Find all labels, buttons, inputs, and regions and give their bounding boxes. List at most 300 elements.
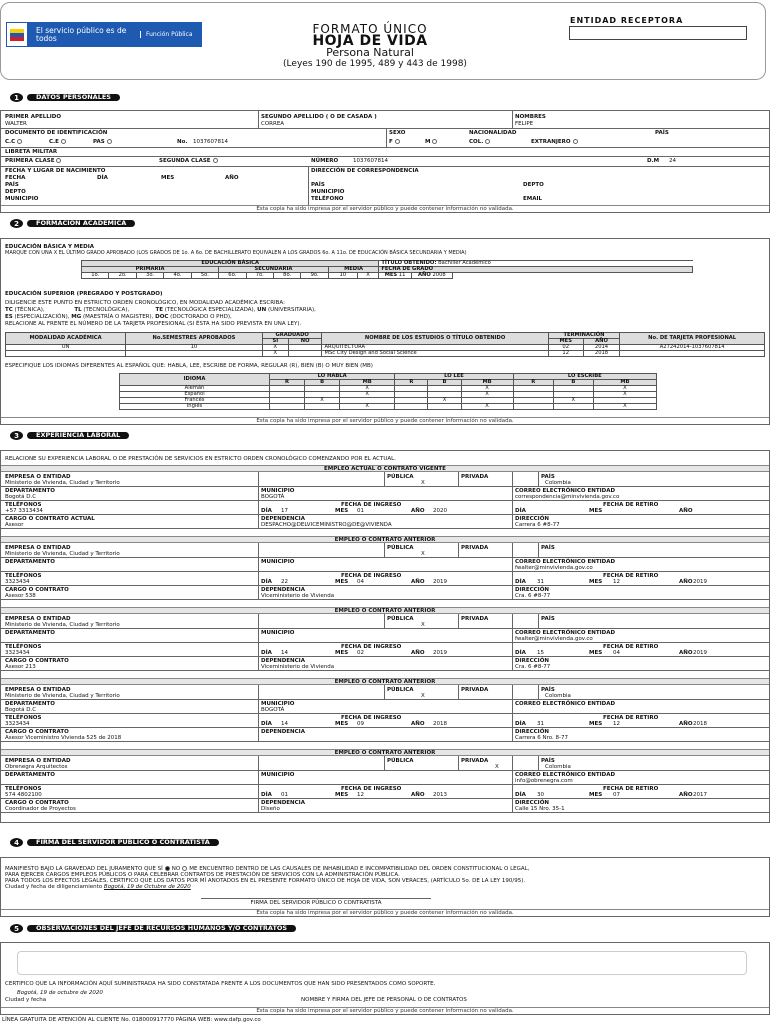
field-value[interactable]: Colombia	[545, 764, 571, 770]
f-radio[interactable]	[395, 139, 400, 144]
instruction: RELACIONE AL FRENTE EL NÚMERO DE LA TARJETA PROFESIONAL (SI ÉSTA HA SIDO PREVISTA EN UNA LEY).	[5, 321, 302, 327]
field-label: MUNICIPIO	[261, 701, 295, 707]
section-label: DATOS PERSONALES	[27, 94, 120, 101]
field-value[interactable]: 2013	[433, 792, 447, 798]
field-label: DIRECCIÓN	[515, 516, 550, 522]
field-label: DIRECCIÓN	[515, 800, 550, 806]
field-value[interactable]: 30	[537, 792, 544, 798]
label: DEPTO	[523, 182, 544, 188]
higher-education-table	[5, 332, 765, 357]
copy-notice: Esta copia ha sido impresa por el servidor público y puede contener información no validada.	[1, 909, 769, 916]
grade-cell[interactable]: 5o.	[191, 273, 218, 279]
job-entry	[1, 536, 769, 607]
field-label: FECHA DE INGRESO	[341, 786, 402, 792]
code-desc: (MAESTRÍA O MAGISTER),	[83, 314, 154, 320]
language-level-cell[interactable]: X	[593, 392, 656, 398]
job-header-bar: EMPLEO O CONTRATO ANTERIOR	[1, 536, 769, 543]
label: DOCUMENTO DE IDENTIFICACIÓN	[5, 130, 108, 136]
code-desc: (TECNOLÓGICA ESPECIALIZADA),	[164, 307, 256, 313]
logo-subtitle: Función Pública	[140, 31, 193, 38]
field-label: DIRECCIÓN	[515, 729, 550, 735]
language-name: Español	[120, 392, 270, 398]
label: TELÉFONO	[311, 196, 344, 202]
field-label: CORREO ELECTRÓNICO ENTIDAD	[515, 488, 616, 494]
language-level-cell[interactable]: X	[593, 404, 656, 410]
language-level-cell[interactable]	[270, 404, 305, 410]
form-title-2: HOJA DE VIDA	[312, 33, 428, 49]
field-label: PAÍS	[541, 545, 555, 551]
language-name: Francés	[120, 398, 270, 404]
field-value[interactable]: 12	[613, 721, 620, 727]
section-5-heading	[10, 924, 296, 933]
field-value[interactable]: Calle 15 Nro. 35-1	[515, 806, 565, 812]
pas-label: PAS	[93, 139, 105, 145]
label: EDUCACIÓN BÁSICA Y MEDIA	[5, 244, 95, 250]
field-label: DEPENDENCIA	[261, 587, 305, 593]
instruction: RELACIONE SU EXPERIENCIA LABORAL O DE PRESTACIÓN DE SERVICIOS EN ESTRICTO ORDEN CRONOLÓGICO COMENZANDO POR EL ACTUAL.	[5, 456, 396, 462]
observations-box	[0, 942, 770, 1015]
field-label: AÑO	[679, 721, 693, 727]
grade-cell[interactable]: 9o.	[301, 273, 328, 279]
label: SEGUNDO APELLIDO ( O DE CASADA )	[261, 114, 377, 120]
ext-label: EXTRANJERO	[531, 139, 571, 145]
grade-cell[interactable]: 4o.	[164, 273, 191, 279]
label: PRIMARIA	[82, 267, 219, 273]
names-value[interactable]: FELIPE	[515, 121, 534, 127]
field-value[interactable]: Viceministerio de Vivienda	[261, 593, 335, 599]
field-value[interactable]: 02	[357, 650, 364, 656]
field-label: DEPENDENCIA	[261, 800, 305, 806]
field-value[interactable]: Cra. 6 #8-77	[515, 593, 551, 599]
field-value[interactable]: fwalter@minvivienda.gov.co	[515, 636, 593, 642]
field-label: MES	[589, 579, 603, 585]
section-label: FIRMA DEL SERVIDOR PÚBLICO O CONTRATISTA	[27, 839, 219, 846]
field-value[interactable]: 22	[281, 579, 288, 585]
ce-label: C.E	[49, 139, 59, 145]
field-label: EMPRESA O ENTIDAD	[5, 687, 71, 693]
field-label: DÍA	[515, 508, 526, 514]
field-value[interactable]: Colombia	[545, 480, 571, 486]
field-label: MUNICIPIO	[261, 630, 295, 636]
field-label: CORREO ELECTRÓNICO ENTIDAD	[515, 772, 616, 778]
field-label: AÑO	[679, 792, 693, 798]
label: MUNICIPIO	[5, 196, 39, 202]
field-value[interactable]: Ministerio de Vivienda, Ciudad y Territorio	[5, 622, 120, 628]
language-level-cell[interactable]: X	[553, 398, 593, 404]
section-number: 3	[10, 431, 23, 440]
label: PAÍS	[311, 182, 325, 188]
field-label: FECHA DE RETIRO	[603, 502, 659, 508]
form-title-1: FORMATO ÚNICO	[312, 22, 428, 36]
field-value[interactable]: Obrenegra Arquitectos	[5, 764, 68, 770]
field-value[interactable]: 12	[357, 792, 364, 798]
field-value[interactable]: Asesor 213	[5, 664, 36, 670]
field-value[interactable]: 2018	[693, 721, 707, 727]
label: NOMBRES	[515, 114, 546, 120]
code: DOC	[155, 314, 169, 320]
label: DÍA	[97, 175, 108, 181]
field-label: MES	[335, 721, 349, 727]
field-value[interactable]: 09	[357, 721, 364, 727]
field-label: TELÉFONOS	[5, 786, 42, 792]
table-row: UN 10 X ARQUITECTURA 02 2014 A27242014-1037607814	[6, 345, 765, 351]
field-value[interactable]: +57 3313434	[5, 508, 43, 514]
field-label: AÑO	[411, 792, 425, 798]
field-value[interactable]: Cra. 6 #8-77	[515, 664, 551, 670]
label: PAÍS	[5, 182, 19, 188]
field-label: DEPENDENCIA	[261, 516, 305, 522]
label: Ciudad y fecha de diligenciamiento	[5, 884, 103, 890]
field-label: CORREO ELECTRÓNICO ENTIDAD	[515, 630, 616, 636]
grade-cell[interactable]: 7o.	[246, 273, 273, 279]
label: EMAIL	[523, 196, 543, 202]
field-value[interactable]: 2017	[693, 792, 707, 798]
field-value[interactable]: 14	[281, 650, 288, 656]
field-label: DEPARTAMENTO	[5, 630, 55, 636]
cc-radio[interactable]	[17, 139, 22, 144]
field-label: DÍA	[515, 721, 526, 727]
field-value[interactable]: 3323434	[5, 650, 30, 656]
field-label: DEPARTAMENTO	[5, 559, 55, 565]
field-label: DIRECCIÓN	[515, 658, 550, 664]
field-label: CORREO ELECTRÓNICO ENTIDAD	[515, 559, 616, 565]
job-header-bar: EMPLEO O CONTRATO ANTERIOR	[1, 749, 769, 756]
grade-cell[interactable]: 3o.	[136, 273, 163, 279]
label: MES	[161, 175, 175, 181]
cert-text: CERTIFICO QUE LA INFORMACIÓN AQUÍ SUMINISTRADA HA SIDO CONSTATADA FRENTE A LOS DOCUMENTOS QUE HAN SIDO PRESENTADOS COMO SOPORTE.	[5, 981, 436, 987]
field-value[interactable]: 04	[613, 650, 620, 656]
field-label: CARGO O CONTRATO	[5, 587, 69, 593]
grade-cell[interactable]: 2o.	[109, 273, 136, 279]
field-label: DÍA	[515, 792, 526, 798]
label: EDUCACIÓN BÁSICA	[82, 261, 379, 267]
field-value[interactable]: Asesor Viceministro Vivienda 525 de 2018	[5, 735, 122, 741]
section-number: 2	[10, 219, 23, 228]
field-value[interactable]: Ministerio de Vivienda, Ciudad y Territorio	[5, 480, 120, 486]
field-value[interactable]: X	[421, 622, 425, 628]
languages-table: IDIOMA LO HABLA LO LEE LO ESCRIBE R B MB R B MB R B MB Alemán X X X Español X X X Francés X X X Inglés X X X	[119, 373, 657, 410]
basic-education-table	[81, 260, 693, 279]
field-label: PÚBLICA	[387, 687, 414, 693]
section-label: EXPERIENCIA LABORAL	[27, 432, 129, 439]
field-label: CARGO O CONTRATO ACTUAL	[5, 516, 95, 522]
field-value[interactable]: Ministerio de Vivienda, Ciudad y Territorio	[5, 693, 120, 699]
field-value[interactable]: 2020	[433, 508, 447, 514]
field-label: PRIVADA	[461, 758, 489, 764]
field-value[interactable]: 15	[537, 650, 544, 656]
cc-label: C.C	[5, 139, 16, 145]
label: NACIONALIDAD	[469, 130, 517, 136]
copy-notice: Esta copia ha sido impresa por el servidor público y puede contener información no validada.	[1, 1007, 769, 1014]
language-level-cell[interactable]: X	[461, 404, 513, 410]
grade-cell[interactable]: X	[357, 273, 379, 279]
field-value[interactable]: Carrera 6 Nro. 8-77	[515, 735, 569, 741]
col-header: NOMBRE DE LOS ESTUDIOS O TÍTULO OBTENIDO	[322, 333, 548, 345]
language-level-cell[interactable]: X	[305, 398, 340, 404]
signature-label: FIRMA DEL SERVIDOR PÚBLICO O CONTRATISTA	[250, 900, 382, 906]
field-label: PRIVADA	[461, 687, 489, 693]
doc-number-value[interactable]: 1037607814	[193, 139, 228, 145]
title-value[interactable]: Bachiller Académico	[438, 260, 491, 266]
language-level-cell[interactable]	[553, 404, 593, 410]
field-value[interactable]: BOGOTÁ	[261, 707, 285, 713]
field-label: FECHA DE INGRESO	[341, 715, 402, 721]
language-level-cell[interactable]: X	[340, 386, 395, 392]
grad-month[interactable]: 11	[398, 272, 406, 278]
label: PRIMER APELLIDO	[5, 114, 62, 120]
field-label: MES	[589, 792, 603, 798]
language-level-cell[interactable]: X	[461, 392, 513, 398]
grade-cell[interactable]: 6o.	[219, 273, 246, 279]
field-label: PAÍS	[541, 687, 555, 693]
ce-radio[interactable]	[61, 139, 66, 144]
field-value[interactable]: 01	[281, 792, 288, 798]
field-value[interactable]: fwalter@minvivienda.gov.co	[515, 565, 593, 571]
field-value[interactable]: 3323434	[5, 721, 30, 727]
field-value[interactable]: 07	[613, 792, 620, 798]
grade-cell[interactable]: 10	[328, 273, 357, 279]
field-label: MES	[335, 579, 349, 585]
field-label: TELÉFONOS	[5, 644, 42, 650]
field-value[interactable]: Ministerio de Vivienda, Ciudad y Territorio	[5, 551, 120, 557]
col-header: SI	[262, 339, 288, 345]
field-label: PAÍS	[541, 474, 555, 480]
field-label: FECHA DE RETIRO	[603, 715, 659, 721]
language-level-cell[interactable]: X	[340, 392, 395, 398]
label: EDUCACIÓN SUPERIOR (PREGRADO Y POSTGRADO)	[5, 291, 163, 297]
field-value[interactable]: Asesor	[5, 522, 24, 528]
field-label: MUNICIPIO	[261, 559, 295, 565]
code: MG	[71, 314, 82, 320]
job-header-bar: EMPLEO ACTUAL O CONTRATO VIGENTE	[1, 465, 769, 472]
instruction: MARQUE CON UNA X EL ÚLTIMO GRADO APROBADO (LOS GRADOS DE 1o. A 6o. DE BACHILLERATO EQUIVALEN A LOS GRADOS 6o. A 11o. DE EDUCACIÓN BÁSICA SECUNDARIA Y MEDIA)	[5, 250, 467, 256]
ext-radio[interactable]	[573, 139, 578, 144]
label: MUNICIPIO	[311, 189, 345, 195]
field-value[interactable]: X	[495, 764, 499, 770]
obs-date[interactable]: Bogotá, 19 de octubre de 2020	[17, 990, 103, 996]
field-label: DÍA	[515, 579, 526, 585]
code-desc: (TECNOLÓGICA),	[83, 307, 130, 313]
field-value[interactable]: 2019	[693, 650, 707, 656]
field-label: MUNICIPIO	[261, 772, 295, 778]
language-level-cell[interactable]	[305, 404, 340, 410]
sc-radio[interactable]	[213, 158, 218, 163]
field-value[interactable]: 2019	[693, 579, 707, 585]
no-radio[interactable]	[182, 866, 187, 871]
instruction: DILIGENCIE ESTE PUNTO EN ESTRICTO ORDEN CRONOLÓGICO, EN MODALIDAD ACADÉMICA ESCRIBA:	[5, 300, 285, 306]
field-label: CARGO O CONTRATO	[5, 729, 69, 735]
field-label: PÚBLICA	[387, 474, 414, 480]
logo-title: El servicio público es de todos	[36, 25, 127, 43]
label: LIBRETA MILITAR	[5, 149, 58, 155]
field-value[interactable]: info@obrenegra.com	[515, 778, 573, 784]
field-label: PRIVADA	[461, 545, 489, 551]
field-label: CARGO O CONTRATO	[5, 658, 69, 664]
education-box	[0, 238, 770, 425]
field-value[interactable]: 2019	[433, 650, 447, 656]
field-label: AÑO	[411, 579, 425, 585]
entidad-field[interactable]	[569, 26, 747, 40]
grad-year[interactable]: 2008	[432, 272, 446, 278]
section-2-heading	[10, 219, 135, 228]
job-header-bar: EMPLEO O CONTRATO ANTERIOR	[1, 607, 769, 614]
language-level-cell[interactable]: X	[340, 404, 395, 410]
label: SEXO	[389, 130, 406, 136]
field-label: PÚBLICA	[387, 545, 414, 551]
field-label: DÍA	[261, 721, 272, 727]
label: DIRECCIÓN DE CORRESPONDENCIA	[311, 168, 419, 174]
table-row: X MSc City Design and Social Science 12 2018	[6, 351, 765, 357]
section-4-heading	[10, 838, 219, 847]
field-label: MES	[589, 650, 603, 656]
field-label: DÍA	[261, 508, 272, 514]
field-value[interactable]: Bogotá D.C	[5, 494, 37, 500]
sc-label: SEGUNDA CLASE	[159, 158, 211, 164]
field-label: AÑO	[679, 508, 693, 514]
field-value[interactable]: 2018	[433, 721, 447, 727]
field-label: FECHA DE RETIRO	[603, 786, 659, 792]
field-label: AÑO	[411, 508, 425, 514]
col-header: No.SEMESTRES APROBADOS	[126, 333, 263, 345]
col-header: LO HABLA	[270, 374, 395, 380]
field-label: DIRECCIÓN	[515, 587, 550, 593]
field-label: MES	[589, 721, 603, 727]
label: FECHA Y LUGAR DE NACIMIENTO	[5, 168, 106, 174]
code: ES	[5, 314, 13, 320]
field-value[interactable]: X	[421, 480, 425, 486]
field-label: DEPENDENCIA	[261, 729, 305, 735]
label: AÑO	[225, 175, 239, 181]
field-value[interactable]: 31	[537, 721, 544, 727]
dm-value[interactable]: 24	[669, 158, 676, 164]
experience-box	[0, 450, 770, 823]
field-label: FECHA DE INGRESO	[341, 573, 402, 579]
field-value[interactable]: Viceministerio de Vivienda	[261, 664, 335, 670]
job-header-bar: EMPLEO O CONTRATO ANTERIOR	[1, 678, 769, 685]
field-label: DÍA	[261, 792, 272, 798]
field-label: PÚBLICA	[387, 758, 414, 764]
flag-crest-icon	[6, 22, 28, 47]
m-radio[interactable]	[432, 139, 437, 144]
field-value[interactable]: Colombia	[545, 693, 571, 699]
field-label: CORREO ELECTRÓNICO ENTIDAD	[515, 701, 616, 707]
field-label: FECHA DE INGRESO	[341, 644, 402, 650]
field-value[interactable]: correspondencia@minvivienda.gov.co	[515, 494, 620, 500]
code-desc: (TÉCNICA),	[14, 307, 45, 313]
field-label: EMPRESA O ENTIDAD	[5, 616, 71, 622]
gov-logo	[6, 22, 202, 47]
date-value[interactable]: Bogotá, 19 de Octubre de 2020	[103, 884, 191, 890]
field-value[interactable]: X	[421, 551, 425, 557]
instruction: ESPECIFIQUE LOS IDIOMAS DIFERENTES AL ESPAÑOL QUE: HABLA, LEE, ESCRIBE DE FORMA, REGULAR (R), BIEN (B) O MUY BIEN (MB)	[5, 363, 373, 369]
field-value[interactable]: 01	[357, 508, 364, 514]
field-label: PRIVADA	[461, 616, 489, 622]
field-label: MES	[335, 650, 349, 656]
language-level-cell[interactable]: X	[428, 398, 461, 404]
field-label: AÑO	[411, 650, 425, 656]
field-label: MES	[589, 508, 603, 514]
label: Ciudad y fecha	[5, 997, 47, 1003]
field-value[interactable]: 17	[281, 508, 288, 514]
label: AÑO	[418, 272, 431, 278]
language-level-cell[interactable]	[428, 404, 461, 410]
label: PAÍS	[655, 130, 669, 136]
field-label: MUNICIPIO	[261, 488, 295, 494]
col-header: AÑO	[583, 339, 620, 345]
m-label: M	[425, 139, 431, 145]
libreta-number-value[interactable]: 1037607814	[353, 158, 388, 164]
field-label: DEPARTAMENTO	[5, 488, 55, 494]
field-value[interactable]: 04	[357, 579, 364, 585]
field-label: EMPRESA O ENTIDAD	[5, 474, 71, 480]
field-value[interactable]: Asesor 538	[5, 593, 36, 599]
field-value[interactable]: Carrera 6 #8-77	[515, 522, 560, 528]
field-label: FECHA DE INGRESO	[341, 502, 402, 508]
oath-text: ME ENCUENTRO DENTRO DE LAS CAUSALES DE INHABILIDAD E INCOMPATIBILIDAD DEL ORDEN CONSTITUCIONAL O LEGAL,	[189, 866, 530, 872]
field-value[interactable]: Coordinador de Proyectos	[5, 806, 76, 812]
field-value[interactable]: 2019	[433, 579, 447, 585]
field-label: TELÉFONOS	[5, 502, 42, 508]
col-header: No. DE TARJETA PROFESIONAL	[620, 333, 765, 345]
pc-radio[interactable]	[56, 158, 61, 163]
field-value[interactable]: 574 4802100	[5, 792, 42, 798]
field-value[interactable]: BOGOTÁ	[261, 494, 285, 500]
field-value[interactable]: Bogotá D.C	[5, 707, 37, 713]
field-value[interactable]: DESPACHO@DELVICEMINISTRO@DE@VIVIENDA	[261, 522, 392, 528]
col-header: IDIOMA	[120, 374, 270, 386]
section-number: 4	[10, 838, 23, 847]
grade-cell[interactable]: 1o.	[82, 273, 109, 279]
field-label: FECHA DE RETIRO	[603, 644, 659, 650]
pc-label: PRIMERA CLASE	[5, 158, 55, 164]
label: NÚMERO	[311, 158, 339, 164]
language-level-cell[interactable]: X	[593, 386, 656, 392]
pas-radio[interactable]	[107, 139, 112, 144]
col-header: LO ESCRIBE	[513, 374, 656, 380]
field-label: DÍA	[261, 650, 272, 656]
entidad-label: ENTIDAD RECEPTORA	[570, 16, 684, 25]
surname2-value[interactable]: CORREA	[261, 121, 285, 127]
language-level-cell[interactable]	[395, 404, 428, 410]
surname1-value[interactable]: WALTER	[5, 121, 27, 127]
col-header: LO LEE	[395, 374, 513, 380]
label: MEDIA	[328, 267, 379, 273]
field-value[interactable]: 31	[537, 579, 544, 585]
grade-cell[interactable]: 8o.	[273, 273, 300, 279]
code: UN	[257, 307, 267, 313]
si-radio[interactable]	[165, 866, 170, 871]
label: SECUNDARIA	[219, 267, 329, 273]
field-value[interactable]: 12	[613, 579, 620, 585]
col-radio[interactable]	[485, 139, 490, 144]
field-label: TELÉFONOS	[5, 715, 42, 721]
field-value[interactable]: 3323434	[5, 579, 30, 585]
language-level-cell[interactable]	[513, 404, 553, 410]
field-value[interactable]: 14	[281, 721, 288, 727]
job-entry	[1, 465, 769, 536]
language-name: Alemán	[120, 386, 270, 392]
observations-field[interactable]	[17, 951, 747, 975]
code-desc: (ESPECIALIZACIÓN),	[14, 314, 70, 320]
language-level-cell[interactable]: X	[461, 386, 513, 392]
col-header: NO	[288, 339, 322, 345]
field-label: TELÉFONOS	[5, 573, 42, 579]
field-value[interactable]: X	[421, 693, 425, 699]
field-value[interactable]: Diseño	[261, 806, 280, 812]
job-entry	[1, 607, 769, 678]
table-row	[120, 404, 657, 410]
label: No.	[177, 139, 188, 145]
